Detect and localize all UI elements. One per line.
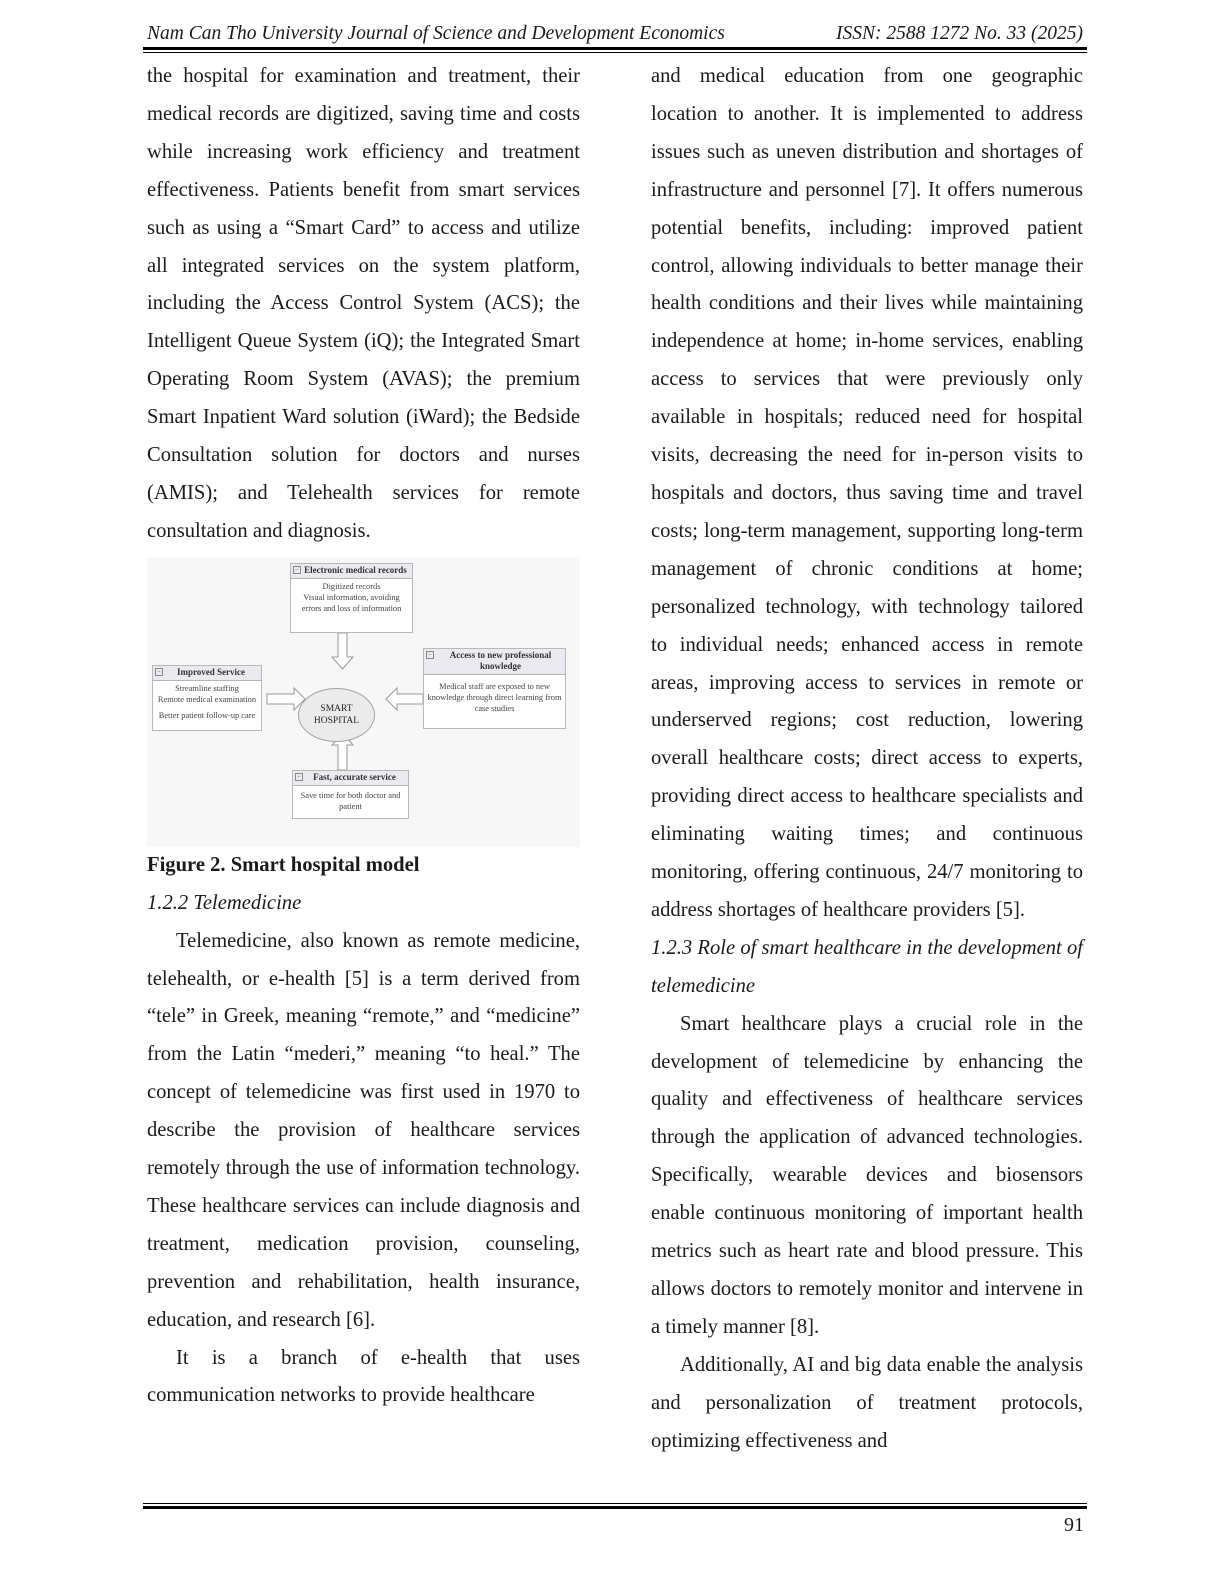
left-paragraph-1: the hospital for examination and treatment, their medical records are digitized, saving time and costs while increasing work efficiency and treatment effectiveness. Patients benefit from smart services such as using a “Smart Card” to access and utilize all integrated services on the system platform, including the Access Control System (ACS); the Intelligent Queue System (iQ); the Integrated Smart Operating Room System (AVAS); the premium Smart Inpatient Ward solution (iWard); the Bedside Consultation solution for doctors and nurses (AMIS); and Telehealth services for remote consultation and diagnosis. — [147, 65, 580, 542]
figure-box-improved-service-line: Streamline staffing — [175, 683, 239, 693]
collapse-icon: − — [426, 651, 434, 659]
right-paragraph-3: Additionally, AI and big data enable the analysis and personalization of treatment protocols, optimizing effectiveness and — [651, 1353, 1083, 1452]
left-column — [147, 58, 580, 1415]
page-number: 91 — [1064, 1514, 1084, 1536]
header-rule-thick — [143, 47, 1087, 50]
right-column — [651, 58, 1083, 1461]
issn-issue: ISSN: 2588 1272 No. 33 (2025) — [836, 23, 1083, 44]
figure-box-new-knowledge-title: Access to new professional knowledge — [449, 649, 552, 671]
smart-hospital-node: SMART HOSPITAL — [298, 688, 375, 742]
figure-box-fast-service — [292, 770, 409, 819]
left-paragraph-3: It is a branch of e-health that uses communication networks to provide healthcare — [147, 1346, 580, 1407]
header-rule-thin — [143, 52, 1087, 53]
journal-title: Nam Can Tho University Journal of Science and Development Economics — [147, 23, 725, 44]
section-heading-1-2-3: 1.2.3 Role of smart healthcare in the development of telemedicine — [651, 936, 1083, 997]
figure-caption: Figure 2. Smart hospital model — [147, 853, 420, 876]
right-paragraph-2: Smart healthcare plays a crucial role in the development of telemedicine by enhancing the quality and effectiveness of healthcare services through the application of advanced technologies. Specifically, wearable devices and biosensors enable continuous monitoring of important health metrics such as heart rate and blood pressure. This allows doctors to remotely monitor and intervene in a timely manner [8]. — [651, 1012, 1083, 1338]
right-paragraph-1: and medical education from one geographic location to another. It is implemented to address issues such as uneven distribution and shortages of infrastructure and personnel [7]. It offers numerous potential benefits, including: improved patient control, allowing individuals to better manage their health conditions and their lives while maintaining independence at home; in-home services, enabling access to services that were previously only available in hospitals; reduced need for hospital visits, decreasing the need for in-person visits to hospitals and doctors, thus saving time and travel costs; long-term management, supporting long-term management of chronic conditions at home; personalized technology, with technology tailored to individual needs; enhanced access in remote areas, improving access to services in remote or underserved regions; cost reduction, lowering overall healthcare costs; direct access to experts, providing direct access to healthcare specialists and eliminating waiting times; and continuous monitoring, offering continuous, 24/7 monitoring to address shortages of healthcare providers [5]. — [651, 65, 1083, 921]
collapse-icon: − — [155, 668, 163, 676]
figure-box-improved-service-title: Improved Service — [176, 666, 246, 677]
left-paragraph-2: Telemedicine, also known as remote medicine, telehealth, or e-health [5] is a term derived from “tele” in Greek, meaning “remote,” and “medicine” from the Latin “mederi,” meaning “to heal.” The concept of telemedicine was first used in 1970 to describe the provision of healthcare services remotely through the use of information technology. These healthcare services can include diagnosis and treatment, medication provision, counseling, prevention and rehabilitation, health insurance, education, and research [6]. — [147, 929, 580, 1331]
figure-box-emr-title: Electronic medical records — [304, 564, 407, 575]
figure-box-emr-line: Visual information, avoiding errors and loss of information — [301, 592, 402, 613]
collapse-icon: − — [295, 773, 303, 781]
figure-box-fast-service-title: Fast, accurate service — [313, 771, 396, 782]
collapse-icon: − — [293, 566, 301, 574]
figure-box-emr-line: Digitized records — [322, 581, 381, 591]
figure-box-improved-service-line: Remote medical examination — [157, 694, 257, 704]
figure-box-improved-service — [152, 665, 262, 731]
smart-hospital-figure — [147, 557, 580, 847]
running-header — [147, 22, 1083, 46]
footer-rule-thin — [143, 1503, 1087, 1504]
figure-box-fast-service-line: Save time for both doctor and patient — [300, 790, 401, 811]
section-heading-1-2-2: 1.2.2 Telemedicine — [147, 891, 302, 914]
figure-box-new-knowledge-line: Medical staff are exposed to new knowledge through direct learning from case studies — [427, 681, 562, 713]
figure-box-improved-service-line: Better patient follow-up care — [158, 710, 256, 720]
figure-box-emr — [290, 563, 413, 633]
footer-rule-thick — [143, 1506, 1087, 1509]
figure-box-new-knowledge — [423, 648, 566, 729]
